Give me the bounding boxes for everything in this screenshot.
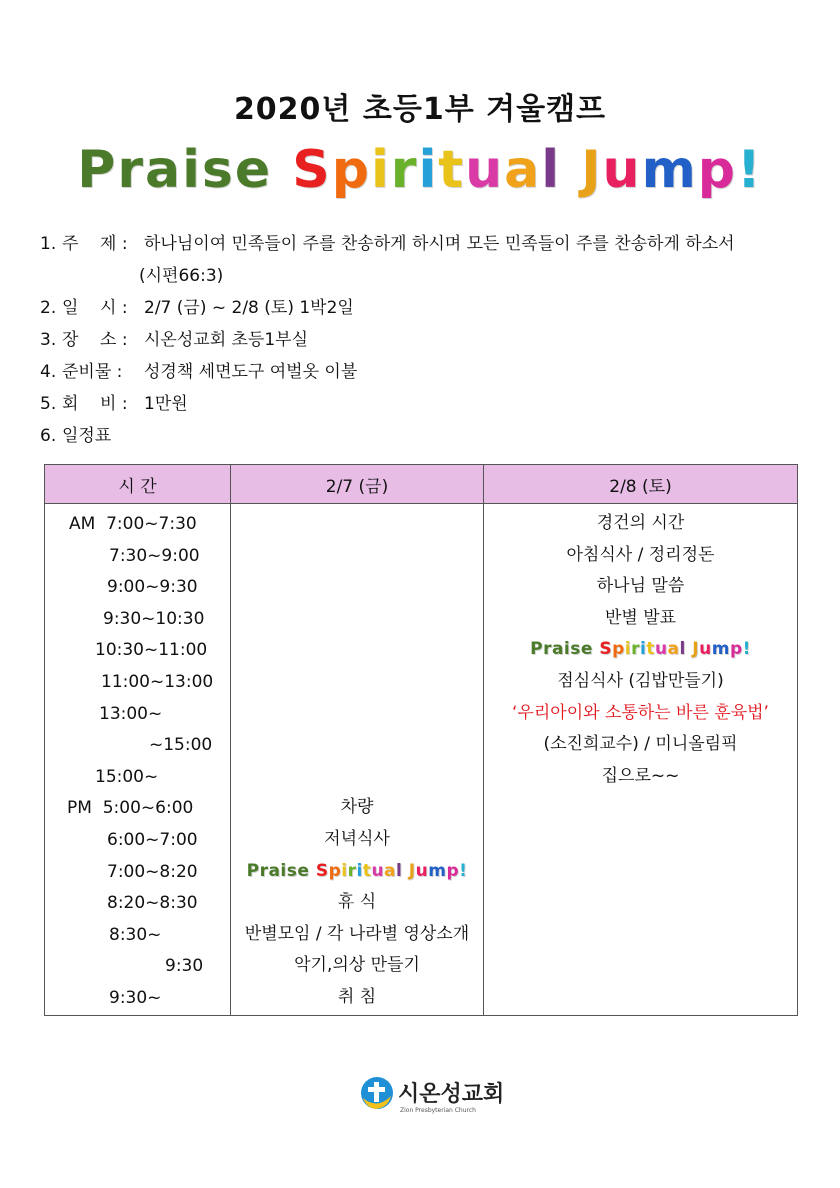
mini-banner-letter: u	[699, 639, 712, 660]
banner-letter: l	[541, 140, 582, 200]
info-value: 성경책 세면도구 여벌옷 이불	[144, 362, 358, 382]
info-label: 일 시 :	[62, 298, 128, 318]
mini-banner-letter: p	[729, 639, 743, 660]
time-slot: PM 5:00~6:00	[67, 798, 194, 819]
schedule-item: 반별 발표	[604, 607, 677, 628]
time-slot: 9:30~10:30	[103, 608, 205, 629]
info-item	[40, 356, 735, 388]
mini-banner-letter: i	[639, 639, 647, 660]
info-number: 6.	[40, 426, 57, 446]
banner-letter: S	[292, 140, 332, 200]
table-body-row	[45, 504, 798, 1016]
banner-letter: u	[465, 140, 505, 200]
banner-letter: J	[581, 140, 603, 200]
schedule-empty-slot	[484, 982, 797, 1014]
schedule-empty-slot	[484, 792, 797, 824]
church-english-name: Zion Presbyterian Church	[400, 1107, 476, 1114]
mini-banner-letter: m	[428, 860, 447, 881]
info-value: 하나님이여 민족들이 주를 찬송하게 하시며 모든 민족들이 주를 찬송하게 하소서	[144, 234, 735, 254]
mini-banner-letter: u	[371, 860, 385, 881]
info-number: 1.	[40, 234, 57, 254]
time-slot: AM 7:00~7:30	[69, 514, 197, 534]
info-label: 주 제 :	[62, 234, 128, 254]
mini-banner-letter: p	[446, 860, 460, 881]
time-slot: 10:30~11:00	[95, 640, 208, 661]
banner-title	[0, 140, 840, 200]
mini-banner-letter: l	[679, 639, 693, 660]
schedule-item: (소진희교수) / 미니올림픽	[543, 734, 738, 755]
mini-banner-letter: r	[631, 639, 640, 660]
mini-banner-letter: S	[315, 860, 329, 881]
info-value: 2/7 (금) ~ 2/8 (토) 1박2일	[144, 298, 354, 318]
banner-letter: p	[697, 140, 737, 200]
time-slot: 8:20~8:30	[107, 893, 198, 914]
church-logo-icon	[360, 1076, 394, 1110]
schedule-empty-slot	[484, 887, 797, 919]
schedule-item: 경건의 시간	[596, 513, 685, 533]
time-slot: 9:30	[165, 956, 204, 977]
church-name: 시온성교회	[398, 1082, 505, 1107]
time-slot: 8:30~	[109, 924, 162, 945]
time-slot: 15:00~	[95, 766, 159, 787]
schedule-empty-slot	[231, 698, 483, 730]
schedule-empty-slot	[484, 919, 797, 951]
schedule-item: 점심식사 (김밥만들기)	[557, 670, 724, 691]
info-number: 4.	[40, 362, 57, 382]
schedule-item: 저녁식사	[324, 828, 390, 849]
info-label: 준비물 :	[62, 362, 123, 382]
time-slot: 11:00~13:00	[101, 671, 214, 692]
mini-banner-letter: l	[396, 860, 409, 881]
info-number: 5.	[40, 394, 57, 414]
mini-banner-letter: !	[742, 639, 751, 660]
schedule-item: 반별모임 / 각 나라별 영상소개	[244, 923, 470, 944]
schedule-empty-slot	[231, 761, 483, 793]
mini-banner	[231, 856, 483, 888]
schedule-item: 휴 식	[337, 892, 377, 913]
schedule-empty-slot	[231, 508, 483, 540]
info-label: 장 소 :	[62, 330, 128, 350]
schedule-empty-slot	[231, 603, 483, 635]
info-number: 2.	[40, 298, 57, 318]
info-item	[40, 388, 735, 420]
banner-letter: i	[418, 140, 439, 200]
day1-column	[231, 504, 484, 1016]
schedule-empty-slot	[484, 950, 797, 982]
banner-letter: m	[641, 140, 698, 200]
mini-banner-letter: !	[459, 860, 468, 881]
mini-banner-letter: i	[356, 860, 363, 881]
banner-letter: a	[504, 140, 542, 200]
info-label: 회 비 :	[62, 394, 128, 414]
banner-letter: !	[737, 140, 763, 200]
schedule-empty-slot	[231, 666, 483, 698]
header-day1: 2/7 (금)	[231, 465, 484, 504]
info-item	[40, 324, 735, 356]
info-number: 3.	[40, 330, 57, 350]
mini-banner-letter: u	[415, 860, 429, 881]
info-label: 일정표	[62, 426, 112, 446]
info-item	[40, 228, 735, 260]
time-slot: 9:00~9:30	[107, 577, 198, 598]
banner-letter: t	[438, 140, 466, 200]
info-item	[40, 420, 735, 452]
schedule-empty-slot	[231, 634, 483, 666]
church-logo	[360, 1076, 510, 1120]
info-item	[40, 292, 735, 324]
schedule-item: ‘우리아이와 소통하는 바른 훈육법’	[512, 702, 769, 723]
mini-banner-letter: p	[328, 860, 342, 881]
schedule-item: 아침식사 / 정리정돈	[566, 544, 715, 565]
table-header-row	[45, 465, 798, 504]
day2-column	[484, 504, 798, 1016]
mini-banner-letter: S	[599, 639, 613, 660]
banner-letter: u	[602, 140, 642, 200]
time-slot: 7:00~8:20	[107, 861, 198, 882]
schedule-empty-slot	[484, 856, 797, 888]
schedule-item: 악기,의상 만들기	[294, 955, 420, 976]
page-title: 2020년 초등1부 겨울캠프	[233, 92, 607, 127]
mini-banner-letter: t	[362, 860, 372, 881]
mini-banner-letter: Praise	[530, 639, 600, 660]
schedule-item: 하나님 말씀	[596, 576, 685, 597]
schedule-empty-slot	[231, 540, 483, 572]
mini-banner-letter: m	[711, 639, 730, 660]
info-value-continued: (시편66:3)	[139, 266, 224, 286]
mini-banner-letter: p	[612, 639, 625, 660]
mini-banner-letter: r	[347, 860, 357, 881]
mini-banner-letter: u	[654, 639, 668, 660]
mini-banner-letter: Praise	[246, 860, 316, 881]
schedule-empty-slot	[231, 729, 483, 761]
mini-banner-letter: i	[341, 860, 348, 881]
banner-letter: Praise	[77, 140, 293, 200]
info-list	[40, 228, 735, 452]
time-slot: 7:30~9:00	[109, 545, 200, 566]
mini-banner-letter: i	[624, 639, 632, 660]
schedule-empty-slot	[231, 571, 483, 603]
mini-banner-letter: a	[384, 860, 397, 881]
schedule-table	[44, 464, 798, 1016]
banner-letter: r	[390, 140, 419, 200]
schedule-item: 차량	[340, 797, 374, 818]
banner-letter: p	[331, 140, 371, 200]
time-slot: 6:00~7:00	[107, 829, 198, 850]
time-slot: ~15:00	[149, 735, 213, 756]
info-value: 1만원	[144, 394, 188, 414]
mini-banner-letter: a	[667, 639, 680, 660]
mini-banner-letter: J	[408, 860, 416, 881]
time-slot: 13:00~	[99, 703, 163, 724]
time-column	[45, 504, 231, 1016]
header-day2: 2/8 (토)	[484, 465, 798, 504]
banner-letter: i	[370, 140, 391, 200]
mini-banner	[484, 634, 797, 666]
schedule-item: 집으로~~	[601, 765, 680, 786]
schedule-empty-slot	[484, 824, 797, 856]
header-time: 시 간	[45, 465, 231, 504]
mini-banner-letter: t	[646, 639, 655, 660]
mini-banner-letter: J	[692, 639, 700, 660]
schedule-item: 취 침	[337, 986, 377, 1007]
info-value: 시온성교회 초등1부실	[144, 330, 309, 350]
time-slot: 9:30~	[109, 987, 162, 1008]
